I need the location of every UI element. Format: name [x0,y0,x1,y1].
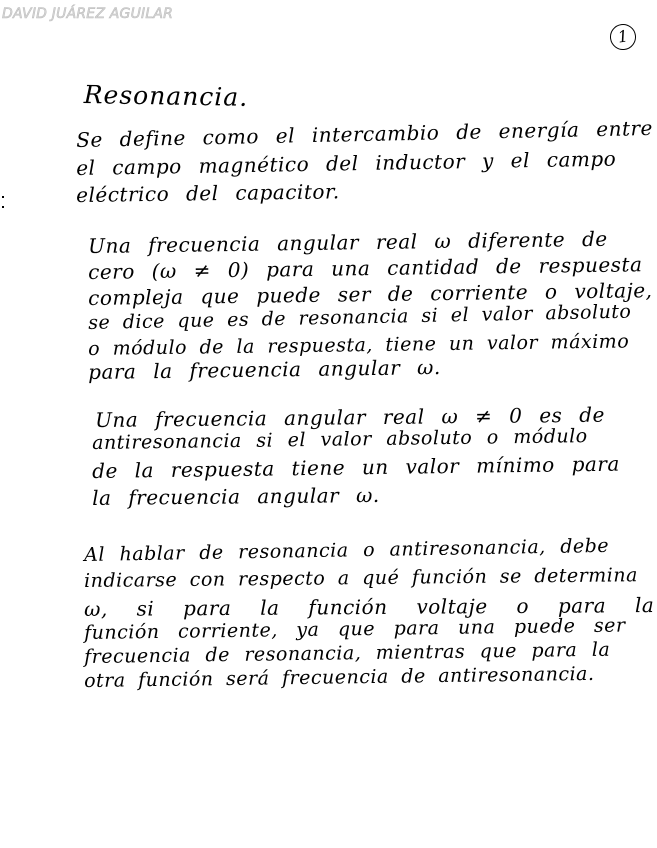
text-line: para la frecuencia angular ω. [88,355,441,384]
text-line: eléctrico del capacitor. [76,179,340,207]
page-title: Resonancia. [83,80,249,112]
text-line: Al hablar de resonancia o antiresonancia, debe [84,534,610,566]
text-line: el campo magnético del inductor y el campo [76,146,617,180]
text-line: se dice que es de resonancia si el valor absoluto [88,300,632,334]
text-line: indicarse con respecto a qué función se determina [84,564,638,592]
text-line: frecuencia de resonancia, mientras que para la [84,638,611,668]
text-line: compleja que puede ser de corriente o voltaje, [88,278,653,310]
text-line: cero (ω ≠ 0) para una cantidad de respuesta [88,252,643,284]
text-line: otra función será frecuencia de antiresonancia. [84,662,595,692]
text-line: Una frecuencia angular real ω ≠ 0 es de [95,402,605,432]
margin-mark [2,206,4,208]
text-line: función corriente, ya que para una puede ser [84,614,626,644]
page-number-circle: 1 [608,22,637,51]
text-line: la frecuencia angular ω. [92,482,380,510]
text-line: Se define como el intercambio de energía entre [76,115,654,152]
margin-mark [2,196,4,198]
text-line: de la respuesta tiene un valor mínimo para [92,451,620,483]
text-line: antiresonancia si el valor absoluto o módulo [92,425,588,454]
author-watermark: DAVID JUÁREZ AGUILAR [2,6,174,22]
text-line: Una frecuencia angular real ω diferente de [88,226,608,258]
text-line: o módulo de la respuesta, tiene un valor máximo [88,330,630,360]
text-line: ω, si para la función voltaje o para la [84,593,655,621]
